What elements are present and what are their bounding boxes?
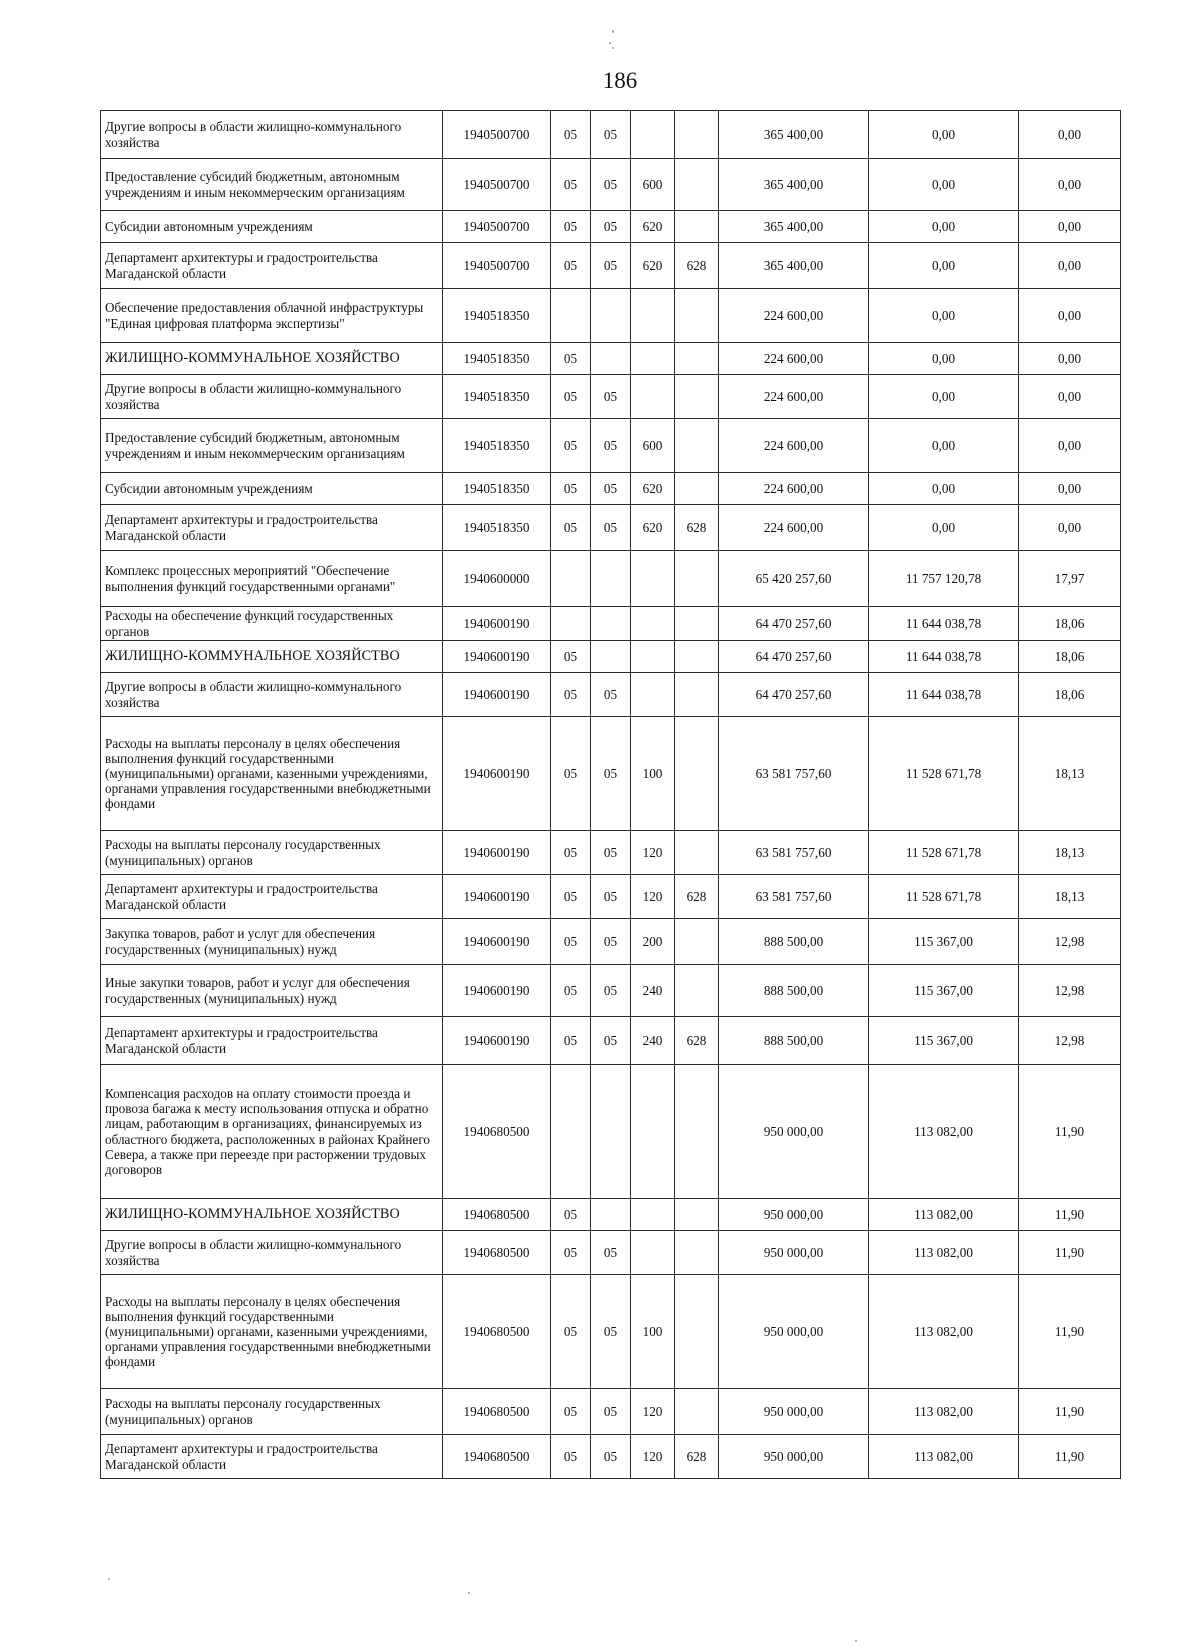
row-name: Департамент архитектуры и градостроительства Магаданской области xyxy=(101,505,443,551)
row-execution-percent: 11,90 xyxy=(1019,1199,1121,1231)
row-name: Обеспечение предоставления облачной инфраструктуры "Единая цифровая платформа экспертизы" xyxy=(101,289,443,343)
row-actual-amount: 0,00 xyxy=(869,159,1019,211)
row-expense-type: 620 xyxy=(631,505,675,551)
row-name: Другие вопросы в области жилищно-коммунального хозяйства xyxy=(101,1231,443,1275)
row-planned-amount: 888 500,00 xyxy=(719,1017,869,1065)
row-actual-amount: 0,00 xyxy=(869,343,1019,375)
row-execution-percent: 17,97 xyxy=(1019,551,1121,607)
row-expense-type: 120 xyxy=(631,875,675,919)
row-planned-amount: 365 400,00 xyxy=(719,211,869,243)
row-code: 1940518350 xyxy=(443,343,551,375)
row-section: 05 xyxy=(551,641,591,673)
row-name: Комплекс процессных мероприятий "Обеспечение выполнения функций государственными органами" xyxy=(101,551,443,607)
row-planned-amount: 64 470 257,60 xyxy=(719,673,869,717)
row-admin-code xyxy=(675,1231,719,1275)
row-section: 05 xyxy=(551,875,591,919)
row-code: 1940600190 xyxy=(443,673,551,717)
row-planned-amount: 224 600,00 xyxy=(719,375,869,419)
row-name: Расходы на выплаты персоналу в целях обеспечения выполнения функций государственными (муниципальными) органами, казенными учреждениями, органами управления государственными внебюджетными фондами xyxy=(101,717,443,831)
row-subsection: 05 xyxy=(591,875,631,919)
row-section: 05 xyxy=(551,473,591,505)
row-execution-percent: 18,06 xyxy=(1019,607,1121,641)
table-row xyxy=(101,831,1121,875)
row-expense-type: 120 xyxy=(631,831,675,875)
row-execution-percent: 18,13 xyxy=(1019,831,1121,875)
row-actual-amount: 113 082,00 xyxy=(869,1275,1019,1389)
row-planned-amount: 64 470 257,60 xyxy=(719,641,869,673)
row-expense-type: 100 xyxy=(631,1275,675,1389)
row-planned-amount: 950 000,00 xyxy=(719,1199,869,1231)
row-subsection: 05 xyxy=(591,919,631,965)
row-subsection xyxy=(591,607,631,641)
row-name: ЖИЛИЩНО-КОММУНАЛЬНОЕ ХОЗЯЙСТВО xyxy=(101,1199,443,1231)
row-section: 05 xyxy=(551,1231,591,1275)
row-planned-amount: 950 000,00 xyxy=(719,1231,869,1275)
row-planned-amount: 224 600,00 xyxy=(719,473,869,505)
row-code: 1940680500 xyxy=(443,1435,551,1479)
row-execution-percent: 0,00 xyxy=(1019,505,1121,551)
row-actual-amount: 113 082,00 xyxy=(869,1065,1019,1199)
row-planned-amount: 365 400,00 xyxy=(719,243,869,289)
table-row xyxy=(101,419,1121,473)
row-code: 1940600190 xyxy=(443,717,551,831)
row-section: 05 xyxy=(551,673,591,717)
row-code: 1940518350 xyxy=(443,289,551,343)
row-planned-amount: 63 581 757,60 xyxy=(719,717,869,831)
row-expense-type xyxy=(631,1231,675,1275)
row-subsection xyxy=(591,343,631,375)
row-admin-code xyxy=(675,375,719,419)
row-section: 05 xyxy=(551,965,591,1017)
table-row xyxy=(101,343,1121,375)
row-admin-code: 628 xyxy=(675,1435,719,1479)
row-section: 05 xyxy=(551,1435,591,1479)
row-admin-code xyxy=(675,159,719,211)
row-expense-type xyxy=(631,375,675,419)
row-actual-amount: 0,00 xyxy=(869,419,1019,473)
table-body xyxy=(101,111,1121,1479)
row-subsection: 05 xyxy=(591,717,631,831)
table-row xyxy=(101,289,1121,343)
table-row xyxy=(101,1065,1121,1199)
row-subsection: 05 xyxy=(591,831,631,875)
row-expense-type: 200 xyxy=(631,919,675,965)
row-subsection xyxy=(591,1199,631,1231)
row-code: 1940680500 xyxy=(443,1199,551,1231)
row-name: Расходы на выплаты персоналу государственных (муниципальных) органов xyxy=(101,831,443,875)
table-row xyxy=(101,919,1121,965)
row-name: Предоставление субсидий бюджетным, автономным учреждениям и иным некоммерческим организациям xyxy=(101,419,443,473)
row-execution-percent: 0,00 xyxy=(1019,473,1121,505)
row-expense-type xyxy=(631,1065,675,1199)
row-actual-amount: 113 082,00 xyxy=(869,1435,1019,1479)
row-actual-amount: 11 644 038,78 xyxy=(869,641,1019,673)
row-admin-code xyxy=(675,1199,719,1231)
row-planned-amount: 950 000,00 xyxy=(719,1389,869,1435)
row-expense-type: 600 xyxy=(631,419,675,473)
row-section: 05 xyxy=(551,419,591,473)
row-expense-type: 120 xyxy=(631,1389,675,1435)
row-name: Департамент архитектуры и градостроительства Магаданской области xyxy=(101,1435,443,1479)
row-section xyxy=(551,607,591,641)
table-row xyxy=(101,159,1121,211)
row-subsection: 05 xyxy=(591,243,631,289)
row-admin-code xyxy=(675,289,719,343)
row-actual-amount: 11 528 671,78 xyxy=(869,831,1019,875)
row-execution-percent: 18,06 xyxy=(1019,641,1121,673)
row-admin-code xyxy=(675,607,719,641)
table-row xyxy=(101,211,1121,243)
row-section: 05 xyxy=(551,1199,591,1231)
row-planned-amount: 63 581 757,60 xyxy=(719,875,869,919)
row-execution-percent: 18,06 xyxy=(1019,673,1121,717)
row-section: 05 xyxy=(551,375,591,419)
row-actual-amount: 115 367,00 xyxy=(869,965,1019,1017)
row-name: Иные закупки товаров, работ и услуг для обеспечения государственных (муниципальных) нужд xyxy=(101,965,443,1017)
row-actual-amount: 0,00 xyxy=(869,473,1019,505)
row-execution-percent: 0,00 xyxy=(1019,289,1121,343)
row-subsection: 05 xyxy=(591,211,631,243)
row-actual-amount: 11 644 038,78 xyxy=(869,607,1019,641)
row-planned-amount: 64 470 257,60 xyxy=(719,607,869,641)
table-row xyxy=(101,551,1121,607)
row-name: Компенсация расходов на оплату стоимости проезда и провоза багажа к месту использования отпуска и обратно лицам, работающим в организациях, финансируемых из областного бюджета, расположенных в районах Крайнего Севера, а также при переезде при расторжении трудовых договоров xyxy=(101,1065,443,1199)
row-admin-code xyxy=(675,1065,719,1199)
row-admin-code xyxy=(675,717,719,831)
table-row xyxy=(101,717,1121,831)
row-execution-percent: 11,90 xyxy=(1019,1065,1121,1199)
row-actual-amount: 115 367,00 xyxy=(869,1017,1019,1065)
row-admin-code xyxy=(675,1389,719,1435)
row-admin-code: 628 xyxy=(675,243,719,289)
row-execution-percent: 0,00 xyxy=(1019,343,1121,375)
row-name: Департамент архитектуры и градостроительства Магаданской области xyxy=(101,875,443,919)
row-subsection xyxy=(591,289,631,343)
row-section: 05 xyxy=(551,159,591,211)
row-expense-type: 600 xyxy=(631,159,675,211)
row-code: 1940600190 xyxy=(443,607,551,641)
table-row xyxy=(101,505,1121,551)
row-subsection: 05 xyxy=(591,1389,631,1435)
row-execution-percent: 0,00 xyxy=(1019,419,1121,473)
row-execution-percent: 0,00 xyxy=(1019,375,1121,419)
row-expense-type: 100 xyxy=(631,717,675,831)
row-name: Другие вопросы в области жилищно-коммунального хозяйства xyxy=(101,111,443,159)
row-expense-type: 240 xyxy=(631,1017,675,1065)
row-planned-amount: 888 500,00 xyxy=(719,919,869,965)
table-row xyxy=(101,1231,1121,1275)
row-subsection: 05 xyxy=(591,473,631,505)
row-planned-amount: 888 500,00 xyxy=(719,965,869,1017)
row-execution-percent: 0,00 xyxy=(1019,211,1121,243)
row-actual-amount: 113 082,00 xyxy=(869,1199,1019,1231)
row-section: 05 xyxy=(551,343,591,375)
row-admin-code xyxy=(675,1275,719,1389)
row-actual-amount: 0,00 xyxy=(869,289,1019,343)
row-section: 05 xyxy=(551,1275,591,1389)
row-planned-amount: 224 600,00 xyxy=(719,343,869,375)
row-code: 1940680500 xyxy=(443,1231,551,1275)
page-number: 186 xyxy=(602,68,638,93)
row-admin-code xyxy=(675,343,719,375)
row-admin-code: 628 xyxy=(675,1017,719,1065)
row-code: 1940600190 xyxy=(443,875,551,919)
row-planned-amount: 365 400,00 xyxy=(719,111,869,159)
row-name: Департамент архитектуры и градостроительства Магаданской области xyxy=(101,1017,443,1065)
row-actual-amount: 0,00 xyxy=(869,375,1019,419)
row-actual-amount: 0,00 xyxy=(869,505,1019,551)
row-expense-type: 620 xyxy=(631,473,675,505)
row-code: 1940680500 xyxy=(443,1065,551,1199)
row-expense-type xyxy=(631,673,675,717)
table-row xyxy=(101,1389,1121,1435)
row-code: 1940600190 xyxy=(443,831,551,875)
row-code: 1940500700 xyxy=(443,111,551,159)
table-row xyxy=(101,111,1121,159)
row-actual-amount: 0,00 xyxy=(869,243,1019,289)
table-row xyxy=(101,875,1121,919)
row-admin-code xyxy=(675,673,719,717)
row-expense-type xyxy=(631,641,675,673)
row-name: Субсидии автономным учреждениям xyxy=(101,473,443,505)
row-execution-percent: 18,13 xyxy=(1019,717,1121,831)
table-row xyxy=(101,243,1121,289)
row-subsection: 05 xyxy=(591,673,631,717)
row-expense-type: 620 xyxy=(631,211,675,243)
row-planned-amount: 950 000,00 xyxy=(719,1275,869,1389)
row-code: 1940518350 xyxy=(443,375,551,419)
row-execution-percent: 0,00 xyxy=(1019,159,1121,211)
row-admin-code xyxy=(675,211,719,243)
table-row xyxy=(101,1275,1121,1389)
row-expense-type xyxy=(631,551,675,607)
row-subsection: 05 xyxy=(591,1017,631,1065)
row-execution-percent: 11,90 xyxy=(1019,1231,1121,1275)
row-name: ЖИЛИЩНО-КОММУНАЛЬНОЕ ХОЗЯЙСТВО xyxy=(101,641,443,673)
row-planned-amount: 65 420 257,60 xyxy=(719,551,869,607)
row-subsection: 05 xyxy=(591,1275,631,1389)
row-section: 05 xyxy=(551,919,591,965)
table-row xyxy=(101,473,1121,505)
row-name: Расходы на выплаты персоналу в целях обеспечения выполнения функций государственными (муниципальными) органами, казенными учреждениями, органами управления государственными внебюджетными фондами xyxy=(101,1275,443,1389)
row-execution-percent: 12,98 xyxy=(1019,965,1121,1017)
row-subsection: 05 xyxy=(591,375,631,419)
row-actual-amount: 115 367,00 xyxy=(869,919,1019,965)
row-name: Другие вопросы в области жилищно-коммунального хозяйства xyxy=(101,673,443,717)
row-expense-type: 240 xyxy=(631,965,675,1017)
row-execution-percent: 11,90 xyxy=(1019,1435,1121,1479)
row-section xyxy=(551,551,591,607)
row-actual-amount: 0,00 xyxy=(869,111,1019,159)
row-admin-code xyxy=(675,419,719,473)
row-subsection: 05 xyxy=(591,1435,631,1479)
row-code: 1940600190 xyxy=(443,965,551,1017)
row-admin-code xyxy=(675,641,719,673)
row-section xyxy=(551,1065,591,1199)
row-name: Субсидии автономным учреждениям xyxy=(101,211,443,243)
row-execution-percent: 0,00 xyxy=(1019,111,1121,159)
row-subsection xyxy=(591,641,631,673)
row-planned-amount: 365 400,00 xyxy=(719,159,869,211)
row-admin-code xyxy=(675,551,719,607)
row-actual-amount: 11 757 120,78 xyxy=(869,551,1019,607)
row-expense-type xyxy=(631,607,675,641)
row-subsection: 05 xyxy=(591,505,631,551)
row-actual-amount: 113 082,00 xyxy=(869,1389,1019,1435)
row-section: 05 xyxy=(551,211,591,243)
row-section xyxy=(551,289,591,343)
row-code: 1940680500 xyxy=(443,1389,551,1435)
row-actual-amount: 11 528 671,78 xyxy=(869,717,1019,831)
row-name: Предоставление субсидий бюджетным, автономным учреждениям и иным некоммерческим организациям xyxy=(101,159,443,211)
row-expense-type xyxy=(631,343,675,375)
row-admin-code xyxy=(675,919,719,965)
row-admin-code xyxy=(675,111,719,159)
row-planned-amount: 63 581 757,60 xyxy=(719,831,869,875)
row-code: 1940600000 xyxy=(443,551,551,607)
row-subsection xyxy=(591,551,631,607)
row-actual-amount: 11 528 671,78 xyxy=(869,875,1019,919)
budget-execution-table xyxy=(100,110,1121,1479)
row-admin-code: 628 xyxy=(675,505,719,551)
row-section: 05 xyxy=(551,243,591,289)
row-code: 1940518350 xyxy=(443,419,551,473)
row-code: 1940600190 xyxy=(443,919,551,965)
row-admin-code xyxy=(675,473,719,505)
table-row xyxy=(101,1199,1121,1231)
row-expense-type xyxy=(631,111,675,159)
row-code: 1940518350 xyxy=(443,473,551,505)
table-row xyxy=(101,965,1121,1017)
row-subsection: 05 xyxy=(591,965,631,1017)
row-expense-type: 620 xyxy=(631,243,675,289)
table-row xyxy=(101,607,1121,641)
row-name: ЖИЛИЩНО-КОММУНАЛЬНОЕ ХОЗЯЙСТВО xyxy=(101,343,443,375)
row-planned-amount: 950 000,00 xyxy=(719,1065,869,1199)
table-row xyxy=(101,375,1121,419)
row-subsection: 05 xyxy=(591,111,631,159)
row-name: Закупка товаров, работ и услуг для обеспечения государственных (муниципальных) нужд xyxy=(101,919,443,965)
row-code: 1940600190 xyxy=(443,641,551,673)
row-actual-amount: 0,00 xyxy=(869,211,1019,243)
row-section: 05 xyxy=(551,1017,591,1065)
row-expense-type: 120 xyxy=(631,1435,675,1479)
row-code: 1940500700 xyxy=(443,159,551,211)
row-subsection: 05 xyxy=(591,419,631,473)
row-execution-percent: 0,00 xyxy=(1019,243,1121,289)
row-subsection: 05 xyxy=(591,1231,631,1275)
row-section: 05 xyxy=(551,505,591,551)
row-actual-amount: 11 644 038,78 xyxy=(869,673,1019,717)
row-planned-amount: 224 600,00 xyxy=(719,289,869,343)
row-admin-code xyxy=(675,965,719,1017)
row-execution-percent: 18,13 xyxy=(1019,875,1121,919)
row-admin-code: 628 xyxy=(675,875,719,919)
row-section: 05 xyxy=(551,831,591,875)
row-name: Департамент архитектуры и градостроительства Магаданской области xyxy=(101,243,443,289)
row-code: 1940600190 xyxy=(443,1017,551,1065)
row-name: Другие вопросы в области жилищно-коммунального хозяйства xyxy=(101,375,443,419)
row-section: 05 xyxy=(551,111,591,159)
table-row xyxy=(101,1435,1121,1479)
row-planned-amount: 950 000,00 xyxy=(719,1435,869,1479)
row-code: 1940680500 xyxy=(443,1275,551,1389)
row-execution-percent: 11,90 xyxy=(1019,1275,1121,1389)
row-code: 1940518350 xyxy=(443,505,551,551)
row-subsection: 05 xyxy=(591,159,631,211)
row-name: Расходы на выплаты персоналу государственных (муниципальных) органов xyxy=(101,1389,443,1435)
table-row xyxy=(101,641,1121,673)
row-execution-percent: 12,98 xyxy=(1019,1017,1121,1065)
row-actual-amount: 113 082,00 xyxy=(869,1231,1019,1275)
row-expense-type xyxy=(631,1199,675,1231)
row-name: Расходы на обеспечение функций государственных органов xyxy=(101,607,443,641)
table-row xyxy=(101,1017,1121,1065)
row-execution-percent: 12,98 xyxy=(1019,919,1121,965)
row-planned-amount: 224 600,00 xyxy=(719,505,869,551)
table-row xyxy=(101,673,1121,717)
row-expense-type xyxy=(631,289,675,343)
row-section: 05 xyxy=(551,717,591,831)
row-admin-code xyxy=(675,831,719,875)
row-section: 05 xyxy=(551,1389,591,1435)
row-code: 1940500700 xyxy=(443,243,551,289)
row-code: 1940500700 xyxy=(443,211,551,243)
row-planned-amount: 224 600,00 xyxy=(719,419,869,473)
row-execution-percent: 11,90 xyxy=(1019,1389,1121,1435)
row-subsection xyxy=(591,1065,631,1199)
